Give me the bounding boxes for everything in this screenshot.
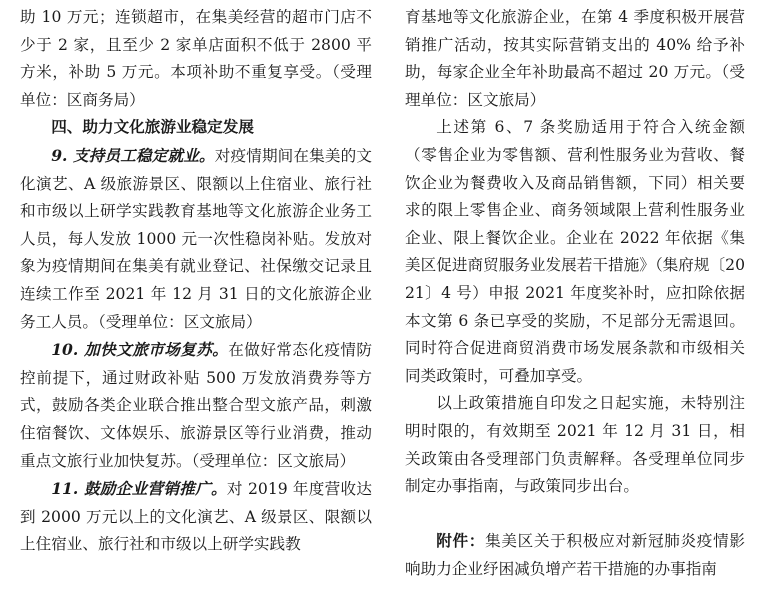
item-9-body: 对疫情期间在集美的文化演艺、A 级旅游景区、限额以上住宿业、旅行社和市级以上研学实践教育基地等文化旅游企业务工人员，每人发放 1000 元一次性稳岗补贴。发放对象为疫情期间在集美有就业登记、社保缴交记录且连续工作至 2021 年 12 月 31 日的文化旅游企业务工人员。（受理单位：区文旅局） [20, 146, 372, 331]
right-column [405, 4, 745, 583]
attachment-label: 附件： [436, 532, 486, 551]
paragraph-effective: 以上政策措施自印发之日起实施，未特别注明时限的，有效期至 2021 年 12 月 31 日，相关政策由各受理部门负责解释。各受理单位同步制定办事指南，与政策同步出台。 [405, 394, 745, 496]
attachment-text: 集美区关于积极应对新冠肺炎疫情影响助力企业纾困减负增产若干措施的办事指南 [405, 532, 745, 578]
item-9-lead: 9. 支持员工稳定就业。 [51, 145, 215, 165]
item-11 [20, 475, 372, 559]
item-10-body: 在做好常态化疫情防控前提下，通过财政补贴 500 万发放消费券等方式，鼓励各类企业联合推出整合型文旅产品，刺激住宿餐饮、文体娱乐、旅游景区等行业消费，推动重点文旅行业加快复苏。（受理单位：区文旅局） [20, 341, 372, 470]
item-10 [20, 336, 372, 475]
paragraph-continued: 育基地等文化旅游企业，在第 4 季度积极开展营销推广活动，按其实际营销支出的 40% 给予补助，每家企业全年补助最高不超过 20 万元。（受理单位：区文旅局） [405, 8, 745, 109]
paragraph-scope: 上述第 6、7 条奖励适用于符合入统金额（零售企业为零售额、营利性服务业为营收、餐饮企业为餐费收入及商品销售额，下同）相关要求的限上零售企业、商务领域限上营利性服务业企业、限上餐饮企业。企业在 2022 年依据《集美区促进商贸服务业发展若干措施》（集府规〔2021〕4 号）申报 2021 年度奖补时，应扣除依据本文第 6 条已享受的奖励，不足部分无需退回。同时符合促进商贸消费市场发展条款和市级相关同类政策时，可叠加享受。 [405, 118, 745, 385]
item-9 [20, 142, 372, 336]
section-heading: 四、助力文化旅游业稳定发展 [51, 118, 254, 137]
attachment [405, 528, 745, 583]
spacer [405, 501, 745, 529]
paragraph-continued: 助 10 万元；连锁超市，在集美经营的超市门店不少于 2 家，且至少 2 家单店面积不低于 2800 平方米，补助 5 万元。本项补助不重复享受。（受理单位：区商务局） [20, 8, 372, 109]
item-10-lead: 10. 加快文旅市场复苏。 [51, 340, 229, 360]
left-column [20, 4, 372, 559]
item-11-body: 对 2019 年度营收达到 2000 万元以上的文化演艺、A 级景区、限额以上住宿业、旅行社和市级以上研学实践教 [20, 480, 372, 554]
item-11-lead: 11. 鼓励企业营销推广。 [51, 479, 227, 499]
